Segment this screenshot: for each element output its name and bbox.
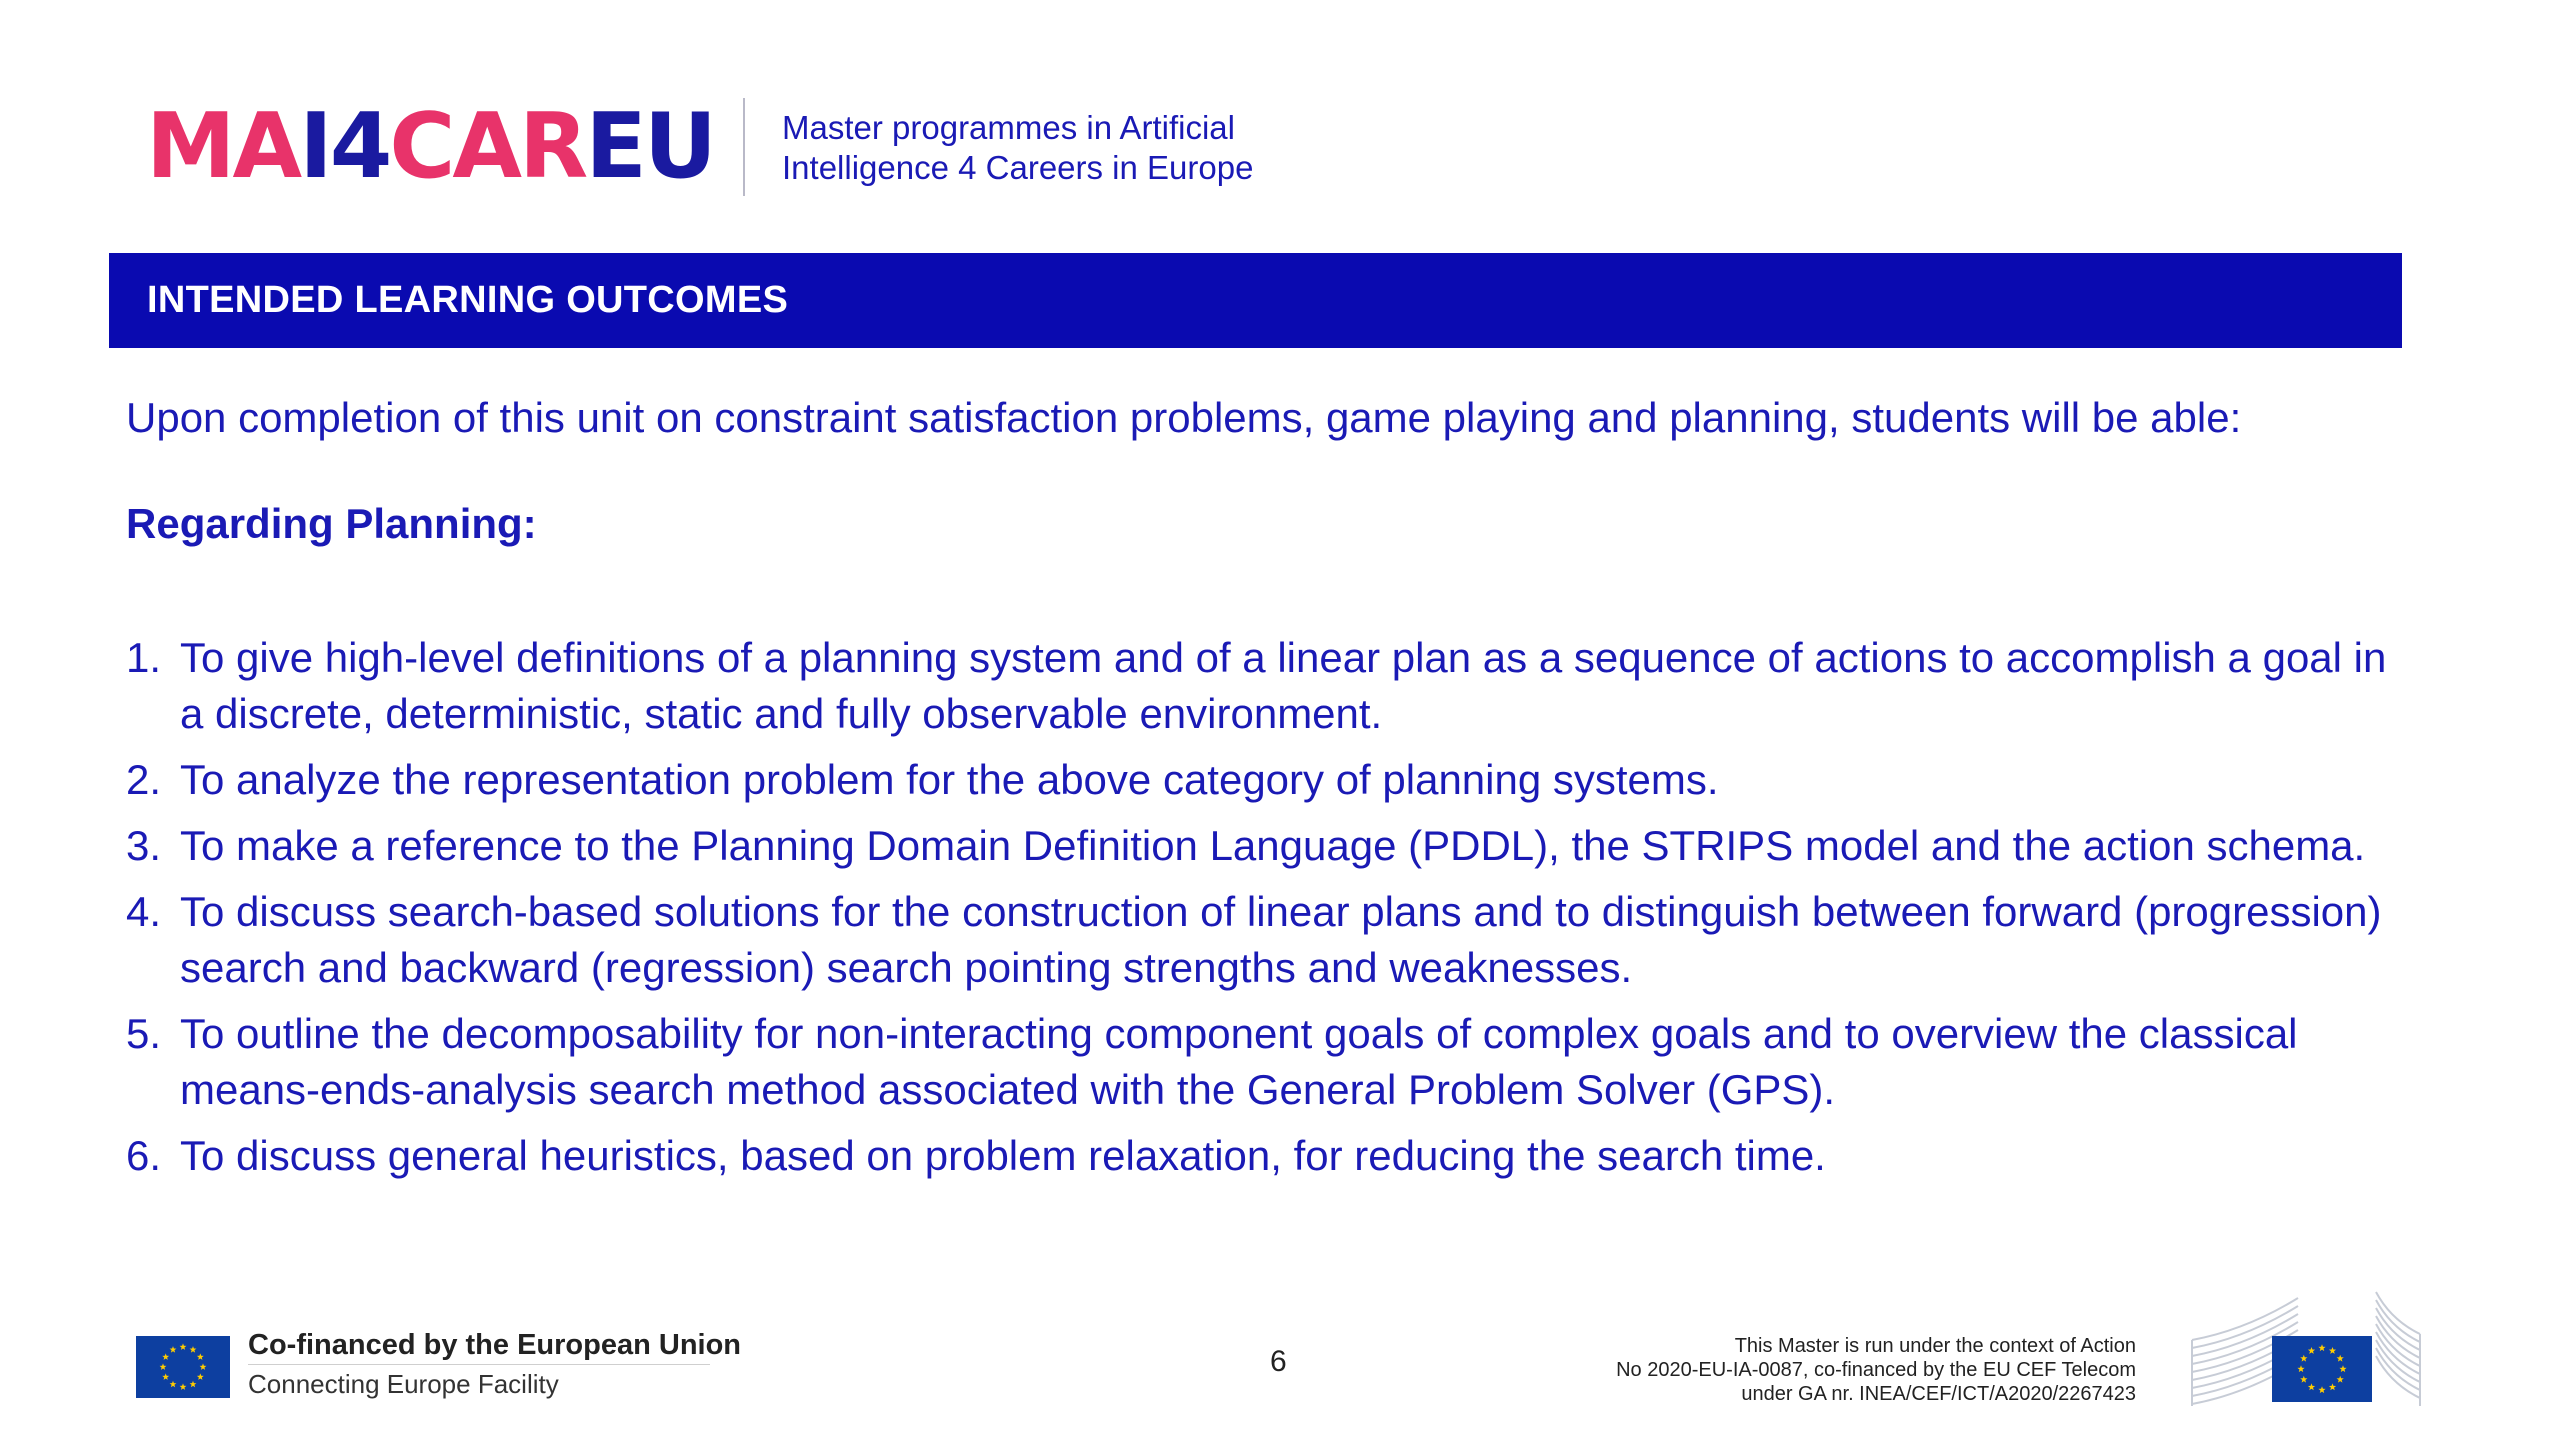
action-note-line-1: This Master is run under the context of Action — [1734, 1335, 2136, 1357]
outcome-item-3 — [126, 818, 2406, 874]
outcome-number: 6. — [126, 1132, 162, 1179]
intro-text: Upon completion of this unit on constraint satisfaction problems, game playing and planning, students will be able: — [126, 394, 2242, 441]
logo-part-eu: EU — [585, 94, 714, 199]
action-note — [1436, 1334, 2136, 1406]
eu-flag-icon — [136, 1336, 230, 1398]
outcome-number: 4. — [126, 888, 162, 935]
mai4careu-logo — [146, 92, 714, 202]
outcome-text: To discuss search-based solutions for the construction of linear plans and to distinguish between forward (progression) search and backward (regression) search pointing strengths and weaknesses. — [180, 888, 2382, 991]
header-tagline — [782, 108, 1342, 188]
action-note-line-3: under GA nr. INEA/CEF/ICT/A2020/2267423 — [1741, 1383, 2136, 1405]
logo-part-i4: I4 — [299, 94, 390, 199]
section-title: INTENDED LEARNING OUTCOMES — [147, 279, 789, 321]
subheading-planning: Regarding Planning: — [126, 500, 537, 547]
cofinanced-label: Co-financed by the European Union — [248, 1329, 742, 1361]
outcome-item-5 — [126, 1006, 2406, 1118]
outcome-text: To analyze the representation problem for the above category of planning systems. — [180, 756, 1719, 803]
action-note-line-2: No 2020-EU-IA-0087, co-financed by the EU CEF Telecom — [1616, 1359, 2136, 1381]
outcome-item-4 — [126, 884, 2406, 996]
logo-part-ma: MA — [146, 94, 300, 199]
outcome-item-1 — [126, 630, 2406, 742]
outcome-item-2 — [126, 752, 2406, 808]
cofinanced-divider — [248, 1364, 710, 1365]
logo-divider — [743, 98, 745, 196]
learning-outcomes-list — [126, 630, 2406, 1194]
outcome-number: 3. — [126, 822, 162, 869]
outcome-text: To outline the decomposability for non-interacting component goals of complex goals and to overview the classical means-ends-analysis search method associated with the General Problem Solver (GPS). — [180, 1010, 2298, 1113]
outcome-item-6 — [126, 1128, 2406, 1184]
section-header-bar — [109, 253, 2402, 348]
outcome-number: 1. — [126, 634, 162, 681]
outcome-number: 2. — [126, 756, 162, 803]
outcome-text: To give high-level definitions of a planning system and of a linear plan as a sequence of actions to accomplish a goal in a discrete, deterministic, static and fully observable environment. — [180, 634, 2387, 737]
logo-part-car: CAR — [389, 94, 586, 199]
european-commission-logo-icon — [2186, 1290, 2426, 1408]
tagline-line-1: Master programmes in Artificial — [782, 109, 1235, 146]
outcome-number: 5. — [126, 1010, 162, 1057]
outcome-text: To make a reference to the Planning Domain Definition Language (PDDL), the STRIPS model and the action schema. — [180, 822, 2366, 869]
outcome-text: To discuss general heuristics, based on problem relaxation, for reducing the search time. — [180, 1132, 1826, 1179]
tagline-line-2: Intelligence 4 Careers in Europe — [782, 149, 1254, 186]
eu-flag-stars — [136, 1336, 230, 1398]
cef-label: Connecting Europe Facility — [248, 1369, 559, 1399]
page-number: 6 — [1270, 1345, 1287, 1378]
